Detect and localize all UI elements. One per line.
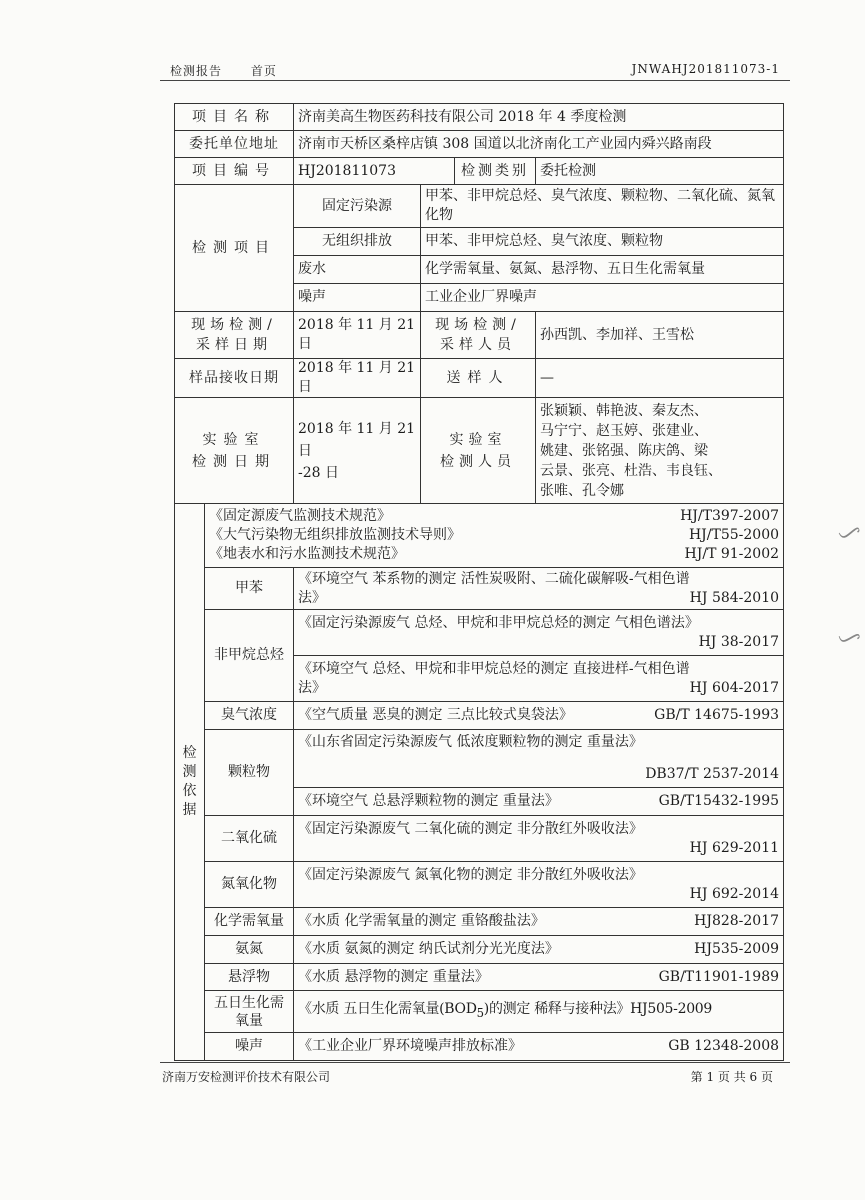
lab-date-line2: -28 日 — [298, 464, 339, 481]
method-line: 《固定污染源废气 二氧化硫的测定 非分散红外吸收法》 — [298, 820, 643, 837]
header-divider — [160, 80, 790, 81]
sampling-date-label-line2: 采样日期 — [196, 337, 272, 353]
sampling-date-label-line1: 现场检测/ — [191, 317, 277, 333]
method-title-pre: 《水质 五日生化需氧量(BOD — [298, 1001, 477, 1018]
method-cell — [294, 568, 784, 610]
lab-staff-label — [421, 398, 536, 504]
method-line — [298, 912, 779, 931]
method-cell — [294, 788, 784, 816]
row-item-fixed — [175, 185, 784, 228]
standard-code: GB/T15432-1995 — [658, 793, 780, 809]
sampler-label-line2: 采样人员 — [440, 337, 516, 353]
method-title: 《工业企业厂界环境噪声排放标准》 — [298, 1038, 522, 1054]
row-basis-nmhc-a — [175, 610, 784, 656]
project-no-value: HJ201811073 — [294, 158, 455, 185]
standard-code: HJ/T 91-2002 — [684, 546, 780, 562]
standard-code: GB 12348-2008 — [668, 1038, 780, 1054]
row-basis-bod — [175, 991, 784, 1033]
lab-staff-label-line2: 检测人员 — [440, 453, 516, 470]
lab-staff-line: 姚建、张铭强、陈庆鸽、梁 — [540, 442, 708, 459]
basis-label-char: 测 — [182, 764, 197, 780]
basis-label-char: 据 — [182, 802, 197, 818]
sender-value: — — [536, 359, 784, 398]
standard-code: HJ505-2009 — [630, 1001, 713, 1018]
method-title-post: )的测定 稀释与接种法》 — [483, 1001, 631, 1018]
method-cell — [294, 702, 784, 730]
method-title: 《空气质量 恶臭的测定 三点比较式臭袋法》 — [298, 707, 573, 723]
method-cell — [294, 936, 784, 964]
pollutant-name: 甲苯 — [205, 568, 294, 610]
header-report-number: JNWAHJ201811073-1 — [631, 62, 780, 76]
method-line: 《固定污染源废气 总烃、甲烷和非甲烷总烃的测定 气相色谱法》 — [298, 614, 699, 631]
header-page-label: 首页 — [250, 64, 277, 78]
project-no-label: 项目编号 — [175, 158, 294, 185]
standard-title: 《大气污染物无组织排放监测技术导则》 — [209, 527, 461, 543]
method-line — [298, 589, 779, 608]
standard-code: HJ 584-2010 — [689, 589, 780, 606]
row-basis-particulate-a — [175, 730, 784, 788]
method-line: 《环境空气 总烃、甲烷和非甲烷总烃的测定 直接进样-气相色谱 — [298, 660, 690, 677]
project-name-value: 济南美高生物医药科技有限公司 2018 年 4 季度检测 — [294, 104, 784, 131]
row-basis-ss — [175, 964, 784, 991]
item-value: 化学需氧量、氨氮、悬浮物、五日生化需氧量 — [421, 256, 784, 284]
margin-stamp-fragment-icon: ⟆ — [836, 524, 863, 541]
method-cell — [294, 908, 784, 936]
test-type-label: 检测类别 — [455, 158, 536, 185]
sampling-date-label — [175, 312, 294, 359]
basis-label — [175, 504, 205, 1061]
method-line — [298, 968, 779, 987]
pollutant-name-line1: 五日生化需 — [214, 994, 284, 1011]
method-cell — [294, 730, 784, 788]
standard-code: HJ828-2017 — [694, 913, 780, 929]
standard-code: DB37/T 2537-2014 — [645, 766, 780, 782]
header-report-label: 检测报告 — [170, 64, 223, 78]
samplers-value: 孙西凯、李加祥、王雪松 — [536, 312, 784, 359]
item-category: 固定污染源 — [294, 185, 421, 228]
receive-date-label: 样品接收日期 — [175, 359, 294, 398]
pollutant-name: 二氧化硫 — [205, 816, 294, 862]
pollutant-name: 化学需氧量 — [205, 908, 294, 936]
general-standard — [209, 545, 779, 564]
general-standards — [205, 504, 784, 568]
method-cell — [294, 1033, 784, 1061]
test-type-value: 委托检测 — [536, 158, 784, 185]
standard-code: GB/T11901-1989 — [658, 968, 780, 985]
method-cell — [294, 991, 784, 1033]
footer-divider — [160, 1062, 790, 1063]
standard-title: 《固定源废气监测技术规范》 — [209, 508, 391, 524]
project-name-label: 项目名称 — [175, 104, 294, 131]
sender-label: 送样人 — [421, 359, 536, 398]
method-cell — [294, 610, 784, 656]
row-basis-cod — [175, 908, 784, 936]
method-line — [298, 706, 779, 725]
general-standard — [209, 526, 779, 545]
lab-staff-line: 张唯、孔令娜 — [540, 482, 624, 499]
item-value: 甲苯、非甲烷总烃、臭气浓度、颗粒物、二氧化硫、氮氧化物 — [421, 185, 784, 228]
standard-code: HJ 604-2017 — [689, 679, 780, 696]
standard-code: HJ535-2009 — [694, 941, 780, 957]
row-lab — [175, 398, 784, 504]
pollutant-name: 噪声 — [205, 1033, 294, 1061]
method-line — [298, 940, 779, 959]
lab-date-line1: 2018 年 11 月 21 日 — [298, 420, 416, 459]
row-client-address — [175, 131, 784, 158]
standard-code: HJ 692-2014 — [689, 885, 780, 902]
sampler-label-line1: 现场检测/ — [435, 317, 521, 333]
method-title: 《环境空气 总悬浮颗粒物的测定 重量法》 — [298, 793, 559, 809]
item-category: 无组织排放 — [294, 228, 421, 256]
row-basis-odor — [175, 702, 784, 730]
pollutant-name: 颗粒物 — [205, 730, 294, 816]
row-basis-noise — [175, 1033, 784, 1061]
item-value: 甲苯、非甲烷总烃、臭气浓度、颗粒物 — [421, 228, 784, 256]
standard-code: HJ/T55-2000 — [688, 527, 780, 543]
method-line-end: 法》 — [298, 589, 326, 606]
standard-code: GB/T 14675-1993 — [654, 707, 780, 723]
pollutant-name — [205, 991, 294, 1033]
standard-title: 《地表水和污水监测技术规范》 — [209, 546, 405, 562]
row-project-name — [175, 104, 784, 131]
method-line — [298, 792, 779, 811]
row-basis-so2 — [175, 816, 784, 862]
pollutant-name: 氨氮 — [205, 936, 294, 964]
row-basis-toluene — [175, 568, 784, 610]
method-cell — [294, 964, 784, 991]
pollutant-name: 臭气浓度 — [205, 702, 294, 730]
lab-date-label-line1: 实验室 — [202, 431, 266, 448]
method-cell — [294, 816, 784, 862]
row-basis-nox — [175, 862, 784, 908]
item-category: 噪声 — [294, 284, 421, 312]
footer-page-number: 第 1 页 共 6 页 — [690, 1070, 773, 1084]
lab-date-value — [294, 398, 421, 504]
footer-company: 济南万安检测评价技术有限公司 — [162, 1070, 331, 1084]
item-value: 工业企业厂界噪声 — [421, 284, 784, 312]
margin-stamp-fragment-icon: ⟆ — [836, 631, 863, 644]
lab-staff-line: 云景、张亮、杜浩、韦良钰、 — [540, 462, 722, 479]
method-line-end: 法》 — [298, 679, 326, 696]
test-items-label: 检测项目 — [175, 185, 294, 312]
basis-label-char: 检 — [182, 745, 197, 761]
method-title: 《水质 化学需氧量的测定 重铬酸盐法》 — [298, 913, 545, 929]
method-title-sub: 5 — [476, 1005, 484, 1020]
row-basis-nh3 — [175, 936, 784, 964]
pollutant-name: 悬浮物 — [205, 964, 294, 991]
basis-label-char: 依 — [182, 783, 197, 799]
lab-staff-label-line1: 实验室 — [449, 431, 507, 448]
method-line: 《固定污染源废气 氮氧化物的测定 非分散红外吸收法》 — [298, 866, 643, 883]
general-standard — [209, 507, 779, 526]
client-address-value: 济南市天桥区桑梓店镇 308 国道以北济南化工产业园内舜兴路南段 — [294, 131, 784, 158]
lab-staff-line: 马宁宁、赵玉婷、张建业、 — [540, 422, 708, 439]
lab-staff-value — [536, 398, 784, 504]
method-line: 《环境空气 苯系物的测定 活性炭吸附、二硫化碳解吸-气相色谱 — [298, 570, 690, 587]
standard-code: HJ 629-2011 — [689, 839, 780, 856]
pollutant-name: 氮氧化物 — [205, 862, 294, 908]
pollutant-name-line2: 氧量 — [235, 1012, 263, 1029]
receive-date-value: 2018 年 11 月 21 日 — [294, 359, 421, 398]
lab-date-label-line2: 检测日期 — [192, 453, 276, 470]
method-line — [298, 679, 779, 698]
standard-code: HJ 38-2017 — [698, 633, 780, 650]
method-line: 《山东省固定污染源废气 低浓度颗粒物的测定 重量法》 — [298, 734, 643, 750]
lab-staff-line: 张颖颖、韩艳波、秦友杰、 — [540, 402, 708, 419]
row-sampling — [175, 312, 784, 359]
client-address-label: 委托单位地址 — [175, 131, 294, 158]
row-basis-general — [175, 504, 784, 568]
sampler-label — [421, 312, 536, 359]
method-title: 《水质 氨氮的测定 纳氏试剂分光光度法》 — [298, 941, 559, 957]
method-line — [298, 1037, 779, 1056]
pollutant-name: 非甲烷总烃 — [205, 610, 294, 702]
report-table — [174, 103, 784, 1061]
lab-date-label — [175, 398, 294, 504]
row-receive — [175, 359, 784, 398]
method-title: 《水质 悬浮物的测定 重量法》 — [298, 968, 489, 985]
row-project-no — [175, 158, 784, 185]
item-category: 废水 — [294, 256, 421, 284]
method-cell — [294, 862, 784, 908]
method-cell — [294, 656, 784, 702]
standard-code: HJ/T397-2007 — [680, 508, 780, 524]
sampling-date-value: 2018 年 11 月 21 日 — [294, 312, 421, 359]
header-left — [170, 62, 277, 79]
